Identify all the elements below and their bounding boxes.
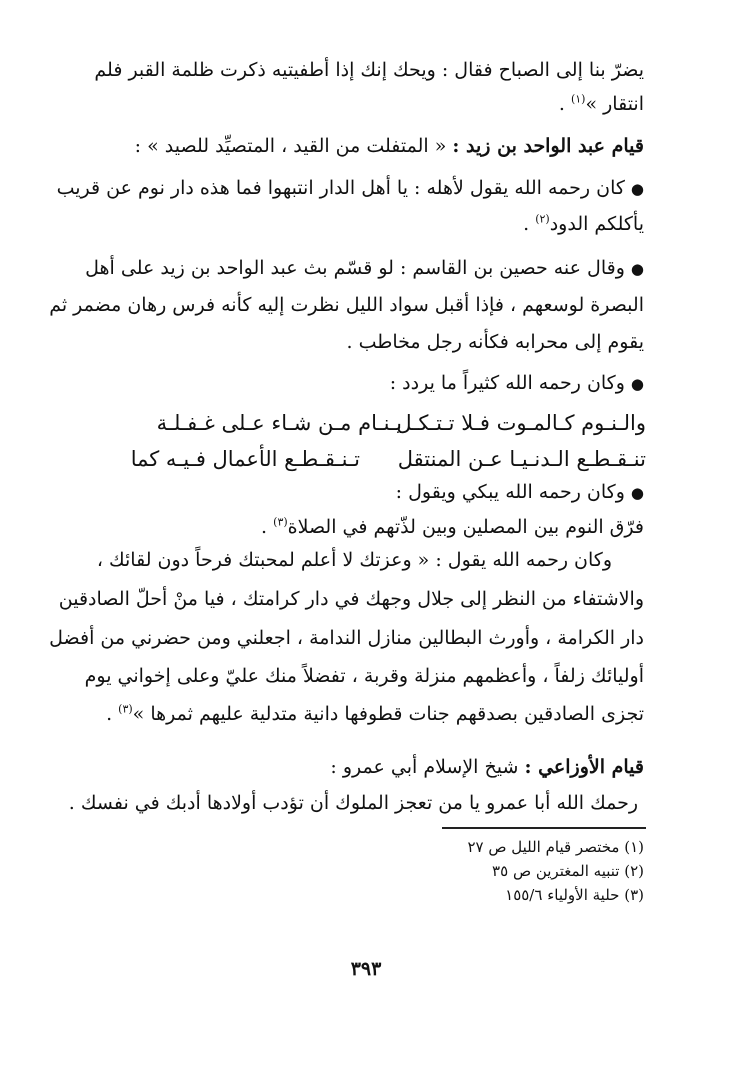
text-fragment: وكان رحمه الله كثيراً ما يردد :: [389, 372, 625, 394]
text-line: البصرة لوسعهم ، فإذا أقبل سواد الليل نظرت إليه كأنه فرس رهان مضمر ثم: [49, 294, 644, 316]
verse-hemistich: تنـقـطـع الـدنـيـا عـن المنتقل: [397, 447, 646, 471]
heading-subtitle: « المتفلت من القيد ، المتصيِّد للصيد » :: [134, 135, 447, 157]
footnote-ref: (٣): [273, 515, 288, 529]
verse-hemistich: تـنـقـطـع الأعمال فـيـه كما: [130, 447, 360, 471]
text-line: أوليائك زلفاً ، وأعظمهم منزلة وقربة ، تفضلاً منك عليّ وعلى إخواني يوم: [84, 665, 644, 687]
verse-hemistich: والـنـوم كـالمـوت فـلا تـتـكـل: [396, 411, 646, 435]
text-line: [85, 254, 644, 283]
footnote: (٢) تنبيه المغترين ص ٣٥: [492, 862, 644, 880]
bullet-icon: ●: [630, 375, 644, 393]
text-line: يضرّ بنا إلى الصباح فقال : ويحك إنك إذا أطفيتيه ذكرت ظلمة القبر فلم: [94, 59, 644, 81]
text-line: والاشتفاء من النظر إلى جلال وجهك في دار كرامتك ، فيا منْ أحلّ الصادقين: [58, 588, 644, 610]
footnote-divider: [442, 827, 646, 829]
footnote-ref: (٣): [118, 702, 133, 716]
footnote-ref: (٢): [535, 212, 550, 226]
text-fragment: كان رحمه الله يقول لأهله : يا أهل الدار انتبهوا فما هذه دار نوم عن قريب: [56, 177, 625, 199]
heading-title: قيام عبد الواحد بن زيد :: [452, 135, 644, 157]
heading-title: قيام الأوزاعي :: [524, 756, 644, 778]
bullet-icon: ●: [630, 180, 644, 198]
text-line: انتقار »$^{(١)}$ .: [558, 92, 644, 115]
text-line: [396, 478, 644, 507]
footnote: (١) مختصر قيام الليل ص ٢٧: [467, 838, 644, 856]
text-fragment: فرّق النوم بين المصلين وبين لذّتهم في الصلاة: [287, 516, 644, 538]
text-line: فرّق النوم بين المصلين وبين لذّتهم في الصلاة$^{(٣)}$ .: [261, 515, 644, 538]
text-line: تجزى الصادقين بصدقهم جنات قطوفها دانية متدلية عليهم ثمرها »$^{(٣)}$ .: [106, 702, 644, 725]
text-fragment: وقال عنه حصين بن القاسم : لو قسّم بث عبد الواحد بن زيد على أهل: [85, 257, 625, 279]
text-line: دار الكرامة ، وأورث البطالين منازل الندامة ، اجعلني ومن حضرني من أفضل: [49, 627, 644, 649]
text-fragment: انتقار »: [585, 93, 644, 115]
text-line: [56, 174, 644, 203]
text-fragment: يأكلكم الدود: [549, 213, 644, 235]
text-fragment: وكان رحمه الله يبكي ويقول :: [395, 481, 625, 503]
text-line: يقوم إلى محرابه فكأنه رجل مخاطب .: [346, 331, 644, 353]
footnote: (٣) حلية الأولياء ١٥٥/٦: [505, 886, 644, 904]
text-line: وكان رحمه الله يقول : « وعزتك لا أعلم لمحبتك فرحاً دون لقائك ،: [96, 549, 612, 571]
heading-subtitle: شيخ الإسلام أبي عمرو :: [330, 756, 519, 778]
section-heading: [330, 753, 644, 781]
section-heading: [135, 132, 644, 160]
bullet-icon: ●: [630, 260, 644, 278]
page-number: ٣٩٣: [350, 958, 382, 980]
text-line: يأكلكم الدود$^{(٢)}$ .: [523, 212, 644, 235]
bullet-icon: ●: [630, 484, 644, 502]
verse-hemistich: يـنـام مـن شـاء عـلى غـفـلـة: [156, 411, 402, 435]
text-line: رحمك الله أبا عمرو يا من تعجز الملوك أن تؤدب أولادها أدبك في نفسك .: [68, 792, 638, 814]
footnote-ref: (١): [570, 92, 586, 106]
text-line: [390, 369, 644, 398]
text-fragment: تجزى الصادقين بصدقهم جنات قطوفها دانية متدلية عليهم ثمرها »: [132, 703, 644, 725]
